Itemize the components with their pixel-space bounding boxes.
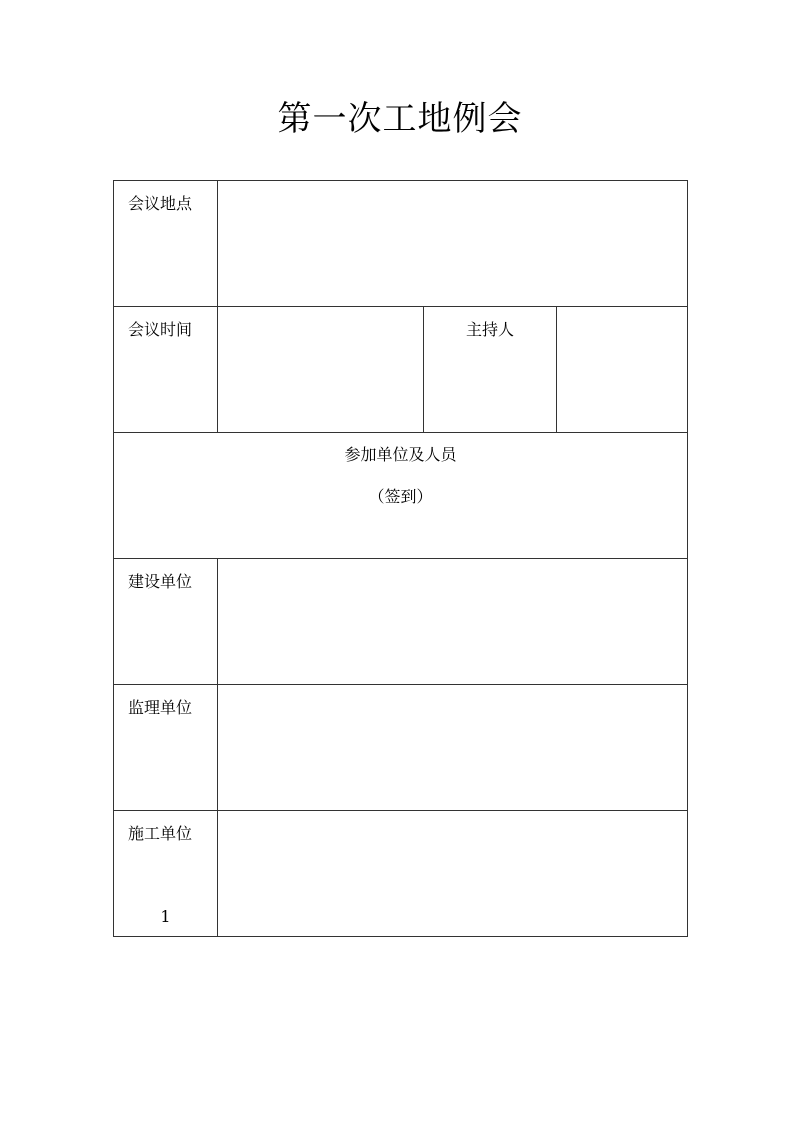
page-title: 第一次工地例会 bbox=[277, 99, 523, 139]
construction-owner-signin-field[interactable] bbox=[218, 559, 688, 685]
supervision-unit-label: 监理单位 bbox=[114, 685, 218, 811]
construction-owner-row bbox=[114, 559, 688, 685]
participants-header-row bbox=[114, 433, 688, 559]
supervision-unit-row bbox=[114, 685, 688, 811]
meeting-location-label: 会议地点 bbox=[114, 181, 218, 307]
meeting-time-row bbox=[114, 307, 688, 433]
construction-owner-label: 建设单位 bbox=[114, 559, 218, 685]
meeting-form-table bbox=[113, 180, 688, 937]
host-label: 主持人 bbox=[424, 307, 557, 433]
contractor-row bbox=[114, 811, 688, 937]
contractor-signin-field[interactable] bbox=[218, 811, 688, 937]
contractor-label-cell bbox=[114, 811, 218, 937]
participants-header bbox=[114, 433, 688, 559]
meeting-time-label: 会议时间 bbox=[114, 307, 218, 433]
participants-title: 参加单位及人员 bbox=[344, 445, 457, 464]
meeting-time-field[interactable] bbox=[218, 307, 424, 433]
contractor-label: 施工单位 bbox=[128, 824, 193, 843]
host-field[interactable] bbox=[557, 307, 688, 433]
page-number: 1 bbox=[160, 907, 171, 926]
supervision-unit-signin-field[interactable] bbox=[218, 685, 688, 811]
participants-subtitle: （签到） bbox=[368, 487, 433, 506]
meeting-location-row bbox=[114, 181, 688, 307]
meeting-location-field[interactable] bbox=[218, 181, 688, 307]
